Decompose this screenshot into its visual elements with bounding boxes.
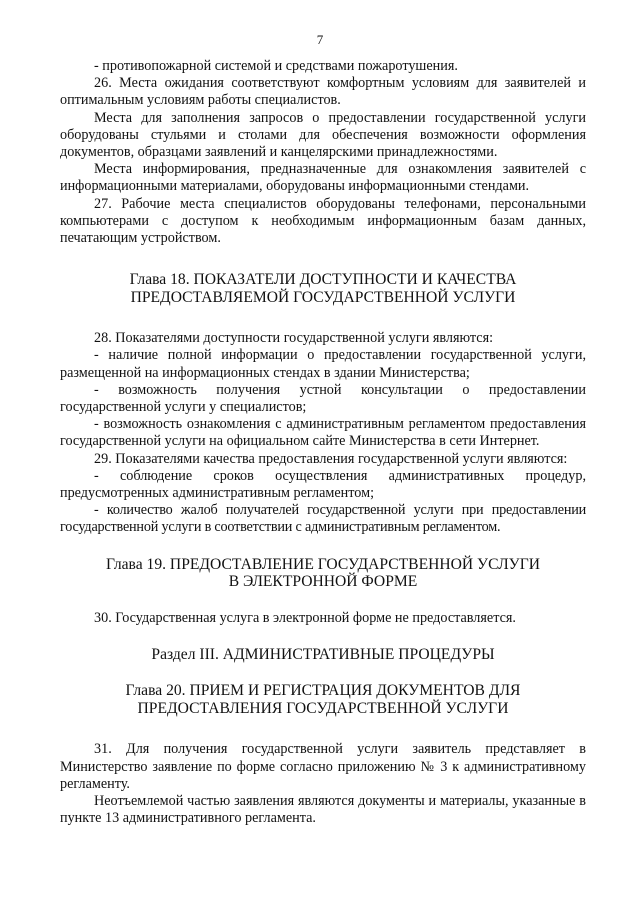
list-item-full-info: - наличие полной информации о предоставлении государственной услуги, размещенной на информационных стендах в здании Министерства; [60, 347, 586, 381]
list-item-complaints: - количество жалоб получателей государственной услуги при предоставлении государственной услуги в соответствии с административным регламентом. [60, 502, 586, 536]
chapter-18-heading [60, 271, 586, 306]
chapter-19-title-line2: В ЭЛЕКТРОННОЙ ФОРМЕ [228, 573, 418, 591]
list-item-deadlines: - соблюдение сроков осуществления административных процедур, предусмотренных административным регламентом; [60, 467, 586, 502]
paragraph-30: 30. Государственная услуга в электронной форме не предоставляется. [94, 609, 516, 626]
paragraph-27: 27. Рабочие места специалистов оборудованы телефонами, персональными компьютерами с доступом к необходимым информационным базам данных, печатающим устройством. [60, 195, 586, 247]
paragraph-integral-part: Неотъемлемой частью заявления являются документы и материалы, указанные в пункте 13 административного регламента. [60, 792, 586, 827]
chapter-20-title-line2: ПРЕДОСТАВЛЕНИЯ ГОСУДАРСТВЕННОЙ УСЛУГИ [137, 699, 509, 717]
chapter-19-title-line1: Глава 19. ПРЕДОСТАВЛЕНИЕ ГОСУДАРСТВЕННОЙ УСЛУГИ [106, 555, 540, 573]
page-number: 7 [316, 32, 324, 47]
chapter-18-title-line1: Глава 18. ПОКАЗАТЕЛИ ДОСТУПНОСТИ И КАЧЕСТВА [129, 271, 517, 289]
section-3-title: Раздел III. АДМИНИСТРАТИВНЫЕ ПРОЦЕДУРЫ [151, 645, 495, 663]
list-item-consultation: - возможность получения устной консультации о предоставлении государственной услуги у специалистов; [60, 381, 586, 416]
paragraph-26: 26. Места ожидания соответствуют комфортным условиям для заявителей и оптимальным условиям работы специалистов. [60, 75, 586, 109]
paragraph-31: 31. Для получения государственной услуги заявитель представляет в Министерство заявление по форме согласно приложению № 3 к административному регламенту. [60, 741, 586, 792]
chapter-19-heading [60, 556, 586, 591]
section-3-heading [60, 646, 586, 664]
list-item-website: - возможность ознакомления с административным регламентом предоставления государственной услуги на официальном сайте Министерства в сети Интернет. [60, 416, 586, 450]
paragraph-request-places: Места для заполнения запросов о предоставлении государственной услуги оборудованы стульями и столами для обеспечения возможности оформления документов, образцами заявлений и канцелярскими принадлежностями. [60, 109, 586, 161]
chapter-18-title-line2: ПРЕДОСТАВЛЯЕМОЙ ГОСУДАРСТВЕННОЙ УСЛУГИ [130, 288, 516, 306]
paragraph-28: 28. Показателями доступности государственной услуги являются: [94, 330, 494, 347]
chapter-20-heading [60, 682, 586, 717]
paragraph-fire-safety: - противопожарной системой и средствами пожаротушения. [94, 58, 458, 74]
page-content [60, 58, 586, 827]
chapter-20-title-line1: Глава 20. ПРИЕМ И РЕГИСТРАЦИЯ ДОКУМЕНТОВ ДЛЯ [125, 682, 521, 700]
paragraph-info-places: Места информирования, предназначенные для ознакомления заявителей с информационными материалами, оборудованы информационными стендами. [60, 161, 586, 195]
paragraph-29: 29. Показателями качества предоставления государственной услуги являются: [94, 450, 568, 467]
